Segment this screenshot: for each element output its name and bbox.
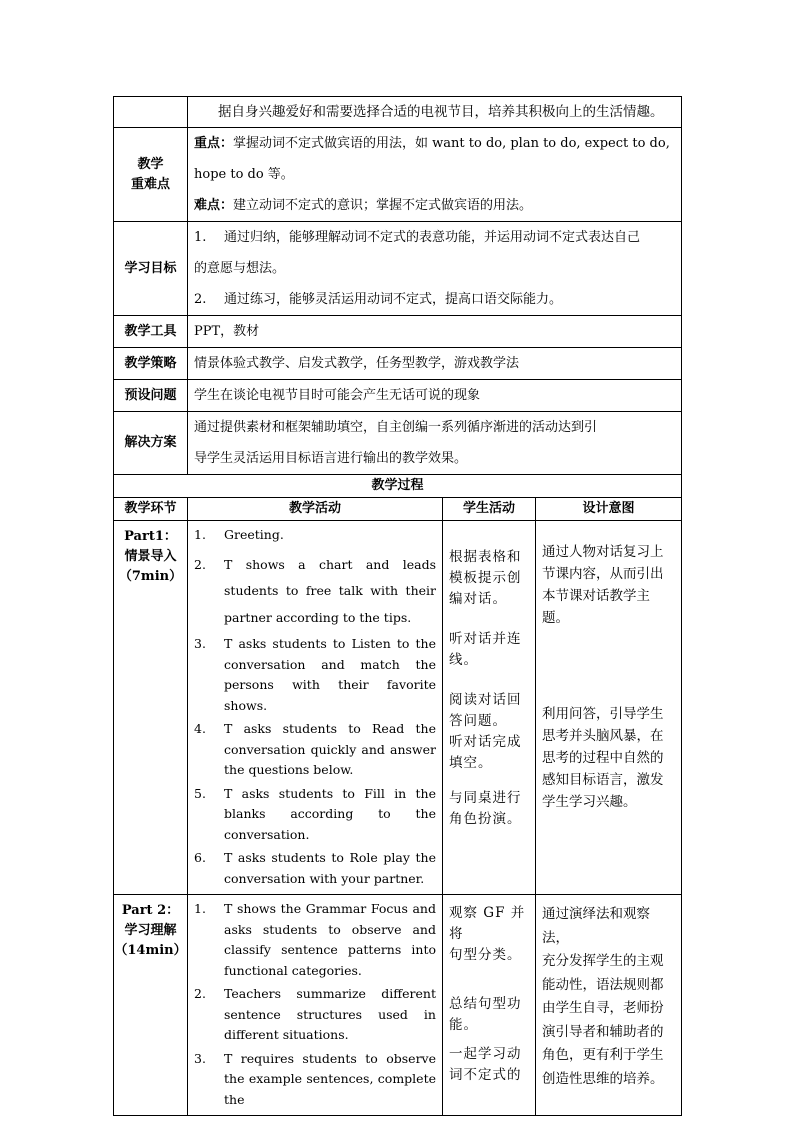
part2-activity-3-num: 3. (194, 1050, 206, 1066)
header-teacher-activity: 教学活动 (188, 498, 443, 521)
goal-item-2 (194, 284, 675, 315)
part2-design-line: 角色，更有利于学生 (542, 1047, 664, 1063)
part2-design-line: 充分发挥学生的主观 (542, 953, 664, 969)
strategy-row (114, 348, 682, 380)
part1-design-line: 思考并头脑风暴，在 (542, 728, 664, 744)
solution-row (114, 412, 682, 475)
part2-teacher-activities (188, 895, 443, 1116)
lesson-plan-table (113, 96, 682, 1116)
part1-design-intent (536, 521, 682, 895)
key-points-label (114, 128, 188, 222)
part1-activity-3-num: 3. (194, 636, 206, 651)
tools-label: 教学工具 (114, 316, 188, 348)
part1-student-line: 阅读对话回 (449, 692, 522, 708)
part2-design-line: 创造性思维的培养。 (542, 1070, 664, 1087)
part1-row (114, 521, 682, 895)
part1-activity-4-num: 4. (194, 721, 206, 736)
part2-activity-2-text: Teachers summarize different sentence structures used in different situations. (224, 986, 436, 1042)
part1-activity-5 (194, 784, 436, 846)
part1-activity-5-text: T asks students to Fill in the blanks according to the conversation. (224, 785, 436, 842)
emphasis-text: 掌握动词不定式做宾语的用法，如 want to do, plan to do, expect to do, (233, 136, 670, 151)
part1-student-line: 编对话。 (449, 591, 507, 607)
part1-student-line: 角色扮演。 (449, 811, 522, 827)
key-points-row (114, 128, 682, 222)
part1-student-line: 听对话并连 (449, 631, 522, 647)
part2-activity-3 (194, 1049, 436, 1111)
solution-label: 解决方案 (114, 412, 188, 475)
part2-activity-3-text: T requires students to observe the example sentences, complete the (224, 1050, 436, 1107)
part2-student-line: 观察 GF 并将 (449, 905, 526, 942)
empty-label-cell (114, 97, 188, 128)
part1-activity-6-num: 6. (194, 850, 206, 865)
part1-activity-3 (194, 634, 436, 716)
key-points-content (188, 128, 682, 222)
header-student-activity: 学生活动 (443, 498, 536, 521)
part2-activity-2-num: 2. (194, 986, 206, 1001)
process-title-row (114, 475, 682, 498)
goal-item-2-num: 2. (194, 292, 207, 307)
part1-activity-1 (194, 525, 436, 546)
part1-activity-1-text: Greeting. (224, 527, 284, 542)
part1-design-line: 学生学习兴趣。 (542, 794, 637, 810)
process-title: 教学过程 (114, 475, 682, 498)
part2-label-line1: Part 2： (121, 903, 180, 918)
difficulty-text: 建立动词不定式的意识；掌握不定式做宾语的用法。 (233, 198, 533, 213)
part1-student-activities (443, 521, 536, 895)
part1-activity-5-num: 5. (194, 785, 206, 801)
solution-content (188, 412, 682, 475)
goals-content (188, 222, 682, 316)
part1-label-line2: 情景导入 (124, 549, 177, 564)
key-points-label-line2: 重难点 (130, 176, 170, 192)
part2-label (114, 895, 188, 1116)
part1-activity-4-text: T asks students to Read the conversation quickly and answer the questions below. (224, 721, 436, 777)
part2-student-line: 一起学习动 (449, 1046, 522, 1062)
problem-row (114, 380, 682, 412)
strategy-label: 教学策略 (114, 348, 188, 380)
part1-design-line: 感知目标语言，激发 (542, 772, 664, 788)
part2-activity-1-text: T shows the Grammar Focus and asks students to observe and classify sentence patterns into functional categories. (224, 901, 436, 978)
goals-label: 学习目标 (114, 222, 188, 316)
intro-continuation-text: 据自身兴趣爱好和需要选择合适的电视节目，培养其积极向上的生活情趣。 (188, 97, 682, 128)
header-stage: 教学环节 (114, 498, 188, 521)
part2-student-line: 总结句型功 (449, 996, 522, 1012)
part1-activity-6-text: T asks students to Role play the conversation with your partner. (224, 850, 436, 886)
part1-design-line: 本节课对话教学主题。 (542, 588, 650, 626)
goal-item-1-line1: 通过归纳，能够理解动词不定式的表意功能，并运用动词不定式表达自己 (224, 230, 641, 245)
problem-value: 学生在谈论电视节目时可能会产生无话可说的现象 (188, 380, 682, 412)
part1-activity-6 (194, 848, 436, 889)
part1-student-line: 与同桌进行 (449, 790, 522, 806)
emphasis-label: 重点： (194, 136, 234, 151)
part1-student-line: 根据表格和 (449, 549, 522, 565)
problem-label: 预设问题 (114, 380, 188, 412)
part2-student-line: 句型分类。 (449, 947, 522, 963)
part2-activity-1-num: 1. (194, 901, 206, 916)
part1-label-line3: （7min） (118, 569, 183, 584)
part2-row (114, 895, 682, 1116)
process-header-row (114, 498, 682, 521)
part1-teacher-activities (188, 521, 443, 895)
difficulty-label: 难点： (194, 198, 234, 213)
part2-activity-1 (194, 899, 436, 981)
goal-item-1-num: 1. (194, 230, 207, 245)
part2-label-line3: （14min） (114, 943, 187, 958)
goal-item-1-line2: 的意愿与想法。 (194, 261, 286, 276)
part2-design-line: 由学生自寻，老师扮 (542, 1000, 664, 1016)
part1-design-line: 思考的过程中自然的 (542, 750, 664, 766)
part2-activity-2 (194, 984, 436, 1046)
key-points-label-line1: 教学 (137, 156, 164, 172)
goal-item-2-line1: 通过练习，能够灵活运用动词不定式，提高口语交际能力。 (224, 292, 563, 307)
part2-design-line: 通过演绎法和观察法， (542, 906, 650, 946)
solution-line1: 通过提供素材和框架辅助填空，自主创编一系列循序渐进的活动达到引 (194, 420, 598, 435)
tools-row (114, 316, 682, 348)
part2-label-line2: 学习理解 (124, 923, 177, 938)
part2-design-line: 能动性，语法规则都 (542, 976, 664, 993)
part1-activity-2 (194, 552, 436, 632)
part1-student-line: 模板提示创 (449, 570, 522, 586)
part1-activity-1-num: 1. (194, 527, 206, 542)
part1-student-line: 听对话完成 (449, 734, 522, 750)
part1-activity-4 (194, 719, 436, 781)
part1-label-line1: Part1： (124, 529, 177, 544)
part1-activity-2-text: T shows a chart and leads students to free talk with their partner according to the tips. (224, 556, 436, 625)
intro-continuation-row (114, 97, 682, 128)
part1-design-line: 通过人物对话复习上 (542, 544, 664, 560)
part1-design-line: 节课内容，从而引出 (542, 566, 664, 582)
goals-row (114, 222, 682, 316)
part1-design-line: 利用问答，引导学生 (542, 706, 664, 722)
part2-design-intent (536, 895, 682, 1116)
part1-student-line: 答问题。 (449, 713, 507, 729)
part2-student-line: 词不定式的 (449, 1067, 522, 1083)
part2-design-line: 演引导者和辅助者的 (542, 1023, 664, 1040)
goal-item-1 (194, 222, 675, 253)
part2-student-activities (443, 895, 536, 1116)
emphasis-text-cont: hope to do 等。 (194, 167, 294, 182)
strategy-value: 情景体验式教学、启发式教学，任务型教学，游戏教学法 (188, 348, 682, 380)
part1-student-line: 填空。 (449, 755, 493, 771)
solution-line2: 导学生灵活运用目标语言进行输出的教学效果。 (194, 451, 468, 466)
part2-student-line: 能。 (449, 1017, 478, 1033)
part1-activity-3-text: T asks students to Listen to the conversation and match the persons with their favorite shows. (224, 636, 436, 713)
header-design-intent: 设计意图 (536, 498, 682, 521)
part1-label (114, 521, 188, 895)
tools-value: PPT，教材 (188, 316, 682, 348)
part1-activity-2-num: 2. (194, 556, 206, 572)
part1-student-line: 线。 (449, 652, 478, 668)
